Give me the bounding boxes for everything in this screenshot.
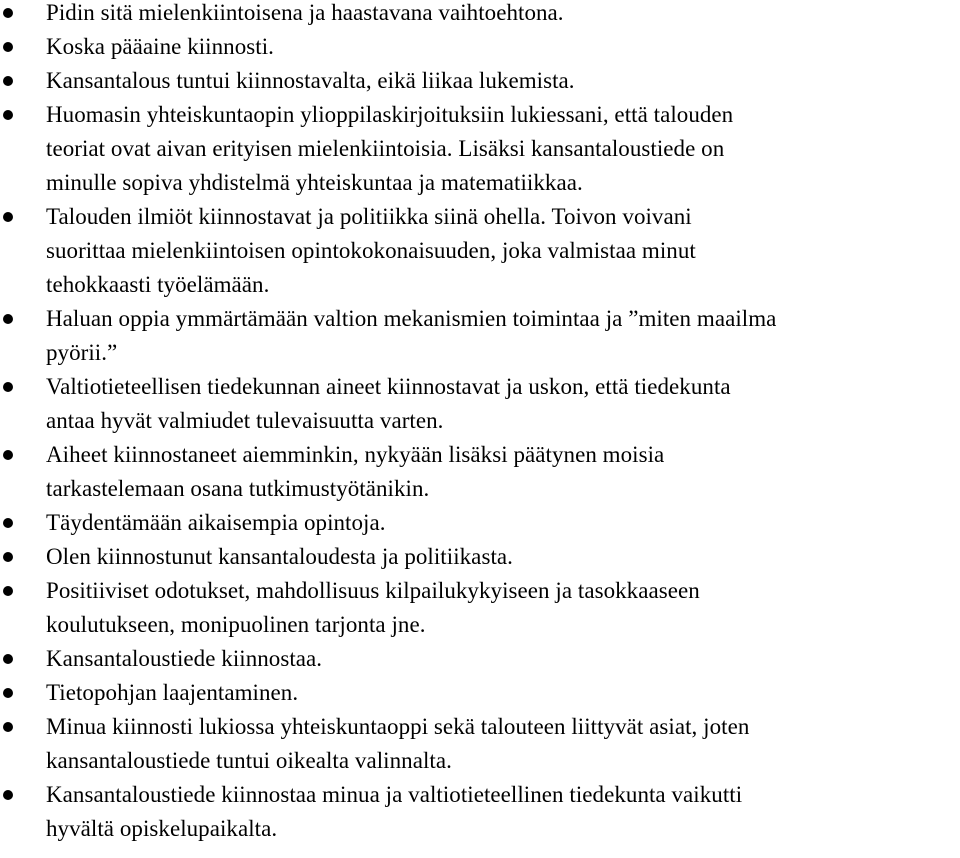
bullet-icon [3, 654, 13, 664]
list-item-text-line: Huomasin yhteiskuntaopin ylioppilaskirjoituksiin lukiessani, että talouden [46, 102, 734, 127]
list-item-text-line: hyvältä opiskelupaikalta. [46, 816, 278, 841]
list-item [0, 574, 960, 642]
list-item-text-line: Tietopohjan laajentaminen. [46, 680, 299, 705]
list-item-text-line: Haluan oppia ymmärtämään valtion mekanismien toimintaa ja ”miten maailma [46, 306, 777, 331]
list-item-text-line: teoriat ovat aivan erityisen mielenkiintoisia. Lisäksi kansantaloustiede on [46, 136, 725, 161]
list-item-text-line: Olen kiinnostunut kansantaloudesta ja politiikasta. [46, 544, 513, 569]
list-item [0, 438, 960, 506]
bullet-icon [3, 518, 13, 528]
list-item [0, 642, 960, 676]
list-item [0, 506, 960, 540]
bullet-icon [3, 688, 13, 698]
bullet-icon [3, 382, 13, 392]
list-item-text-line: Kansantaloustiede kiinnostaa minua ja valtiotieteellinen tiedekunta vaikutti [46, 782, 743, 807]
list-item [0, 200, 960, 302]
list-item-text-line: suorittaa mielenkiintoisen opintokokonaisuuden, joka valmistaa minut [46, 238, 696, 263]
list-item-text-line: Aiheet kiinnostaneet aiemminkin, nykyään lisäksi päätynen moisia [46, 442, 665, 467]
bullet-icon [3, 586, 13, 596]
list-item [0, 710, 960, 778]
list-item-text-line: koulutukseen, monipuolinen tarjonta jne. [46, 612, 426, 637]
list-item [0, 0, 960, 30]
list-item-text-line: Talouden ilmiöt kiinnostavat ja politiikka siinä ohella. Toivon voivani [46, 204, 692, 229]
bullet-icon [3, 42, 13, 52]
list-item-text-line: minulle sopiva yhdistelmä yhteiskuntaa ja matematiikkaa. [46, 170, 583, 195]
list-item [0, 676, 960, 710]
list-item-text-line: Kansantaloustiede kiinnostaa. [46, 646, 323, 671]
bullet-icon [3, 212, 13, 222]
list-item [0, 778, 960, 846]
list-item-text-line: antaa hyvät valmiudet tulevaisuutta varten. [46, 408, 444, 433]
bullet-icon [3, 8, 13, 18]
list-item-text-line: Minua kiinnosti lukiossa yhteiskuntaoppi sekä talouteen liittyvät asiat, joten [46, 714, 750, 739]
list-item [0, 302, 960, 370]
list-item-text-line: Valtiotieteellisen tiedekunnan aineet kiinnostavat ja uskon, että tiedekunta [46, 374, 731, 399]
list-item-text-line: kansantaloustiede tuntui oikealta valinnalta. [46, 748, 452, 773]
bullet-icon [3, 314, 13, 324]
bullet-icon [3, 110, 13, 120]
list-item [0, 64, 960, 98]
list-item-text-line: tehokkaasti työelämään. [46, 272, 270, 297]
list-item [0, 30, 960, 64]
list-item-text-line: tarkastelemaan osana tutkimustyötänikin. [46, 476, 430, 501]
bullet-icon [3, 552, 13, 562]
list-item-text-line: Koska pääaine kiinnosti. [46, 34, 274, 59]
bullet-icon [3, 76, 13, 86]
bullet-icon [3, 790, 13, 800]
bullet-icon [3, 450, 13, 460]
list-item-text-line: Positiiviset odotukset, mahdollisuus kilpailukykyiseen ja tasokkaaseen [46, 578, 700, 603]
list-item [0, 540, 960, 574]
list-item-text-line: Pidin sitä mielenkiintoisena ja haastavana vaihtoehtona. [46, 0, 564, 25]
list-item-text-line: Täydentämään aikaisempia opintoja. [46, 510, 386, 535]
bullet-icon [3, 722, 13, 732]
list-item-text-line: pyörii.” [46, 340, 118, 365]
list-item-text-line: Kansantalous tuntui kiinnostavalta, eikä liikaa lukemista. [46, 68, 575, 93]
list-item [0, 370, 960, 438]
list-item [0, 98, 960, 200]
